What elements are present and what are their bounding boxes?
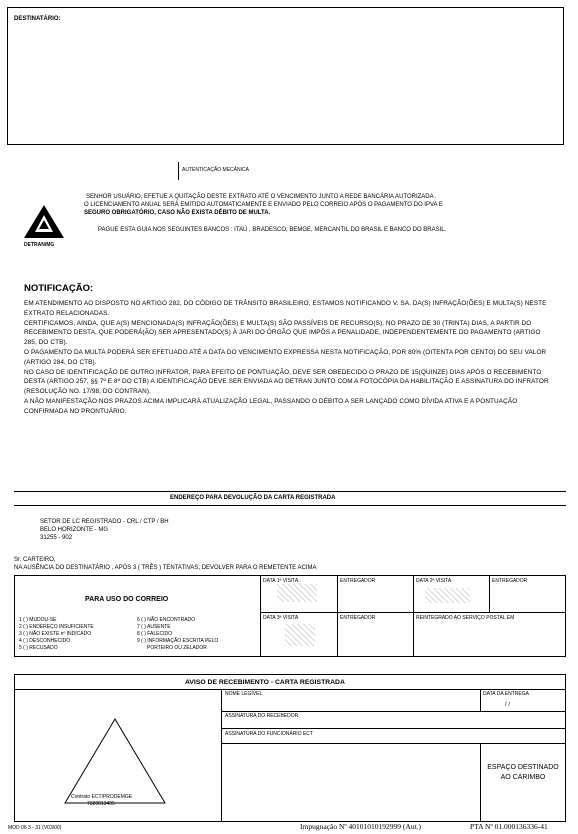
option-nao-encontrado[interactable]: 6 ( ) NÃO ENCONTRADO — [137, 617, 196, 623]
grid-label: ENTREGADOR — [492, 578, 528, 584]
option-desconhecido[interactable]: 4 ( ) DESCONHECIDO — [19, 638, 71, 644]
autenticacao-label: AUTENTICAÇÃO MECÂNICA — [182, 167, 249, 173]
option-informacao-escrita[interactable]: 9 ( ) INFORMAÇÃO ESCRITA PELO — [137, 638, 219, 644]
correio-box — [14, 575, 566, 657]
option-nao-existe-numero[interactable]: 3 ( ) NÃO EXISTE nº INDICADO — [19, 631, 92, 637]
notificacao-paragraph: O PAGAMENTO DA MULTA PODERÁ SER EFETUADO ATÉ A DATA DO VENCIMENTO EXPRESSA NESTA NOTIFICAÇÃO, POR 80% (OITENTA POR CENTO) DO SEU VALOR (ARTIGO 284, DO CTB). — [24, 348, 547, 366]
carimbo-divider — [480, 743, 481, 821]
carteiro-note — [14, 556, 317, 572]
data-entrega-divider — [480, 689, 481, 711]
option-porteiro-zelador: PORTEIRO OU ZELADOR — [147, 645, 207, 651]
grid-label: DATA 3ª VISITA — [263, 615, 299, 621]
recebedor-rule — [221, 728, 565, 729]
option-endereco-insuficiente[interactable]: 2 ( ) ENDEREÇO INSUFICIENTE — [19, 624, 94, 630]
carteiro-line-1: Sr. CARTEIRO, — [14, 557, 56, 563]
notificacao-paragraph: NO CASO DE IDENTIFICAÇÃO DE OUTRO INFRATOR, PARA EFEITO DE PONTUAÇÃO, DEVE SER OBEDECIDO O PRAZO DE 15(QUINZE) DIAS APÓS O RECEBIMENTO DESTA (ARTIGO 257, §§ 7º E 8º DO CTB) A IDENTIFICAÇÃO DEVE SER ENVIADA AO DETRAN JUNTO COM A FOTOCÓPIA DA HABILITAÇÃO E ASSINATURA DO INFRATOR (RESOLUÇÃO NO. 17/98, DO CONTRAN). — [24, 368, 549, 396]
devolucao-title-rule — [14, 505, 566, 506]
notificacao-title: NOTIFICAÇÃO: — [24, 283, 94, 294]
grid-label: ENTREGADOR — [340, 615, 376, 621]
nome-rule — [221, 711, 565, 712]
stamp-noise — [425, 588, 470, 603]
detran-line-2: O LICENCIAMENTO ANUAL SERÁ EMITIDO AUTOMATICAMENTE E ENVIADO PELO CORREIO APÓS O PAGAMENTO DO IPVA E — [84, 202, 443, 208]
detran-logo — [22, 204, 66, 252]
notificacao-body — [24, 299, 552, 417]
correio-right-options — [137, 617, 218, 652]
assinatura-recebedor-label: ASSINATURA DO RECEBEDOR — [225, 713, 299, 719]
autenticacao-divider — [178, 162, 179, 180]
grid-label: DATA 1ª VISITA — [263, 578, 299, 584]
grid-label: ENTREGADOR — [340, 578, 376, 584]
option-mudou-se[interactable]: 1 ( ) MUDOU-SE — [19, 617, 57, 623]
carteiro-line-2: NA AUSÊNCIA DO DESTINATÁRIO , APÓS 3 ( TRÊS ) TENTATIVAS, DEVOLVER PARA O REMETENTE ACIMA — [14, 565, 317, 571]
contrato-label: Contrato ECT/PRODEMGE — [71, 794, 133, 800]
form-code: MOD 06 3 - 31 (V03/00) — [8, 825, 62, 831]
detran-line-3: SEGURO OBRIGATÓRIO, CASO NÃO EXISTA DÉBITO DE MULTA. — [84, 210, 271, 216]
detran-logo-text: DETRAN/MG — [24, 242, 55, 248]
notificacao-section — [24, 283, 552, 417]
notificacao-paragraph: A NÃO MANIFESTAÇÃO NOS PRAZOS ACIMA IMPLICARÁ ATUALIZAÇÃO LEGAL, PASSANDO O DÉBITO A SER LANÇADO COMO DÍVIDA ATIVA E A PONTUAÇÃO CONFIRMADA NO PRONTUÁRIO. — [24, 397, 518, 415]
destinatario-box — [7, 7, 564, 145]
correio-title: PARA USO DO CORREIO — [85, 596, 169, 603]
detran-banks: PAGUE ESTA GUIA NOS SEGUINTES BANCOS : ITAÚ , BRADESCO, BEMGE, MERCANTIL DO BRASIL E BANCO DO BRASIL. — [98, 227, 447, 233]
notificacao-paragraph: EM ATENDIMENTO AO DISPOSTO NO ARTIGO 282, DO CÓDIGO DE TRÂNSITO BRASILEIRO, ESTAMOS NOTIFICANDO V. SA. DA(S) INFRAÇÃO(ÕES) E MULTA(S) NESTE EXTRATO RELACIONADAS. — [24, 300, 547, 317]
correio-col-2 — [337, 576, 338, 656]
detran-message — [84, 193, 564, 234]
contrato-number: 7320013495 — [87, 801, 115, 807]
devolucao-top-rule — [14, 491, 566, 492]
grid-label: REINTEGRADO AO SERVIÇO POSTAL EM — [416, 615, 515, 621]
destinatario-label: DESTINATÁRIO: — [14, 16, 61, 22]
data-entrega-field[interactable]: / / — [505, 702, 511, 708]
correio-col-4 — [489, 576, 490, 612]
devolucao-line-3: 31255 - 902 — [40, 535, 73, 541]
aviso-title-rule — [15, 689, 565, 690]
aviso-title: AVISO DE RECEBIMENTO - CARTA REGISTRADA — [185, 679, 345, 686]
correio-divider — [260, 576, 261, 656]
data-entrega-label: DATA DA ENTREGA — [483, 691, 529, 697]
footer-impugnacao: Impugnação Nº 40101010192999 (Aut.) — [300, 822, 422, 831]
aviso-box — [14, 674, 566, 822]
footer-pta: PTA Nº 01.000136336-41 — [470, 822, 548, 831]
devolucao-line-2: BELO HORIZONTE - MG — [40, 527, 109, 533]
warning-triangle-icon — [63, 717, 167, 805]
devolucao-address — [40, 518, 169, 542]
stamp-noise — [285, 624, 315, 646]
option-falecido[interactable]: 8 ( ) FALECIDO — [137, 631, 173, 637]
assinatura-ect-label: ASSINATURA DO FUNCIONÁRIO ECT — [225, 731, 313, 737]
ect-rule — [221, 743, 565, 744]
option-recusado[interactable]: 5 ( ) RECUSADO — [19, 645, 58, 651]
detran-triangle-icon — [22, 204, 66, 240]
aviso-left-divider — [221, 689, 222, 821]
correio-col-3 — [413, 576, 414, 656]
correio-left-options — [19, 617, 94, 652]
devolucao-line-1: SETOR DE LC REGISTRADO - CRL / CTP / BH — [40, 519, 169, 525]
grid-label: DATA 2ª VISITA — [416, 578, 452, 584]
carimbo-area: ESPAÇO DESTINADO AO CARIMBO — [487, 764, 559, 781]
detran-line-1: SENHOR USUÁRIO, EFETUE A QUITAÇÃO DESTE EXTRATO ATÉ O VENCIMENTO JUNTO A REDE BANCÁRIA AUTORIZADA . — [86, 194, 437, 200]
stamp-noise — [277, 584, 317, 602]
devolucao-title: ENDEREÇO PARA DEVOLUÇÃO DA CARTA REGISTRADA — [170, 495, 336, 501]
nome-legivel-label: NOME LEGÍVEL — [225, 691, 263, 697]
notificacao-paragraph: CERTIFICAMOS, AINDA, QUE A(S) MENCIONADA(S) INFRAÇÃO(ÕES) E MULTA(S) SÃO PASSÍVEIS DE RECURSO(S), NO PRAZO DE 30 (TRINTA) DIAS, A PARTIR DO RECEBIMENTO DESTA, QUE PODERÁ(ÃO) SER APRESENTADO(S) À JARI DO ÓRGÃO QUE IMPÔS A PENALIDADE, INDEPENDENTEMENTE DO PAGAMENTO (ARTIGO 285, DO CTB). — [24, 319, 541, 347]
option-ausente[interactable]: 7 ( ) AUSENTE — [137, 624, 171, 630]
